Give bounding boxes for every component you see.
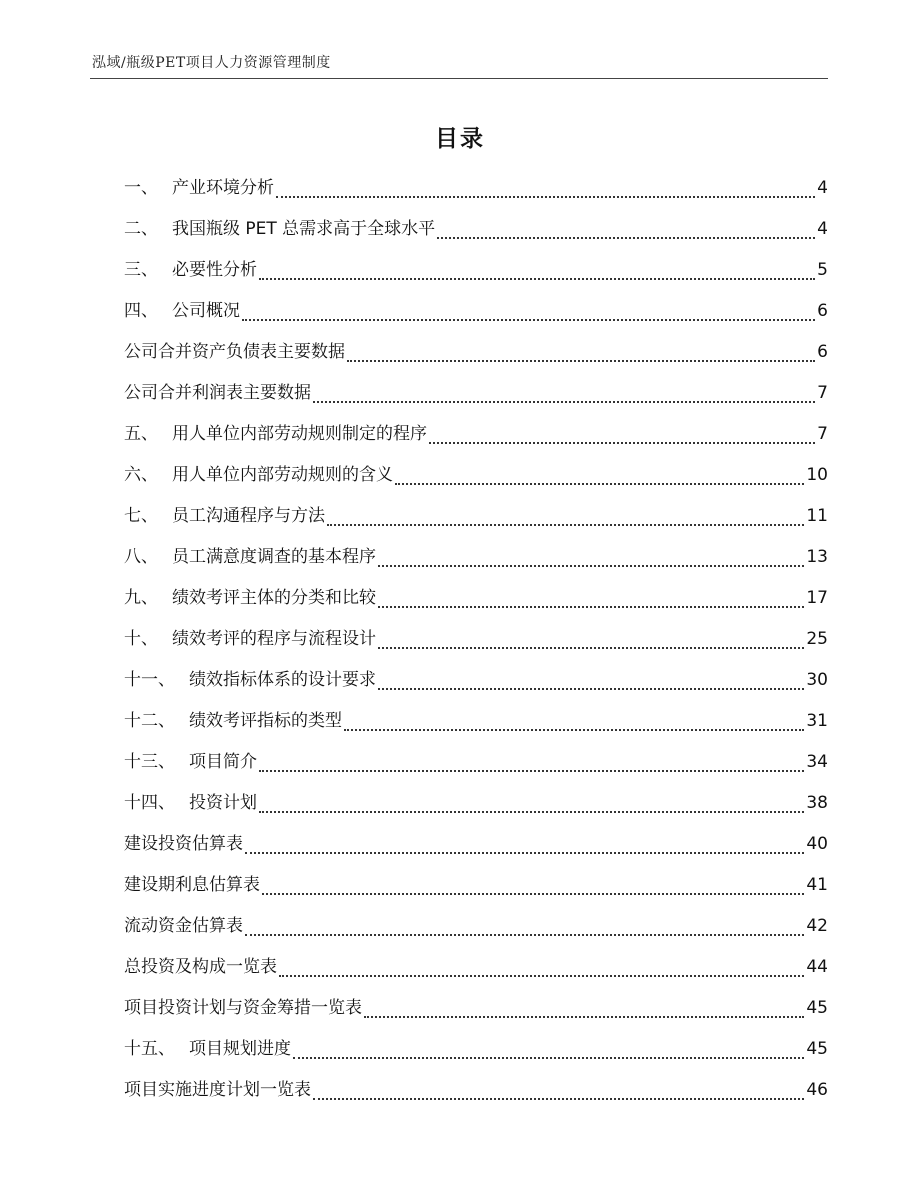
toc-entry-text: 公司合并利润表主要数据	[124, 383, 311, 403]
toc-page-number: 45	[806, 1039, 828, 1059]
toc-entry-text: 绩效考评指标的类型	[189, 711, 342, 731]
toc-entry-label	[124, 701, 342, 742]
toc-page-number: 10	[806, 465, 828, 485]
toc-entry-text: 员工满意度调查的基本程序	[172, 547, 376, 567]
toc-page-number: 38	[806, 793, 828, 813]
header-divider	[90, 78, 828, 79]
toc-entry[interactable]	[124, 660, 828, 701]
toc-entry-text: 用人单位内部劳动规则的含义	[172, 465, 393, 485]
toc-entry-label	[124, 168, 274, 209]
toc-entry[interactable]	[124, 291, 828, 332]
toc-entry[interactable]	[124, 742, 828, 783]
toc-entry[interactable]	[124, 414, 828, 455]
toc-entry[interactable]	[124, 988, 828, 1029]
toc-page-number: 31	[806, 711, 828, 731]
toc-entry-label	[124, 414, 427, 455]
toc-page-number: 5	[817, 260, 828, 280]
page-header: 泓域/瓶级PET项目人力资源管理制度	[92, 55, 331, 71]
toc-entry[interactable]	[124, 250, 828, 291]
toc-entry-text: 流动资金估算表	[124, 916, 243, 936]
toc-dot-leader	[259, 811, 804, 813]
toc-entry-number: 三、	[124, 260, 158, 280]
toc-entry[interactable]	[124, 1029, 828, 1070]
toc-entry-text: 用人单位内部劳动规则制定的程序	[172, 424, 427, 444]
toc-entry[interactable]	[124, 783, 828, 824]
toc-entry-label	[124, 578, 376, 619]
toc-entry-number: 十二、	[124, 711, 175, 731]
toc-dot-leader	[242, 319, 815, 321]
toc-dot-leader	[364, 1016, 804, 1018]
toc-entry-text: 投资计划	[189, 793, 257, 813]
toc-entry-label	[124, 906, 243, 947]
toc-entry-label	[124, 865, 260, 906]
toc-entry[interactable]	[124, 947, 828, 988]
toc-entry-label	[124, 660, 376, 701]
toc-dot-leader	[429, 442, 815, 444]
toc-entry-number: 六、	[124, 465, 158, 485]
toc-entry-label	[124, 1070, 311, 1111]
toc-entry-number: 五、	[124, 424, 158, 444]
toc-dot-leader	[245, 934, 804, 936]
toc-entry-label	[124, 947, 277, 988]
toc-entry-label	[124, 332, 345, 373]
toc-entry-text: 产业环境分析	[172, 178, 274, 198]
toc-entry-number: 一、	[124, 178, 158, 198]
toc-entry[interactable]	[124, 496, 828, 537]
toc-dot-leader	[279, 975, 804, 977]
toc-page-number: 45	[806, 998, 828, 1018]
toc-entry[interactable]	[124, 332, 828, 373]
toc-entry-text: 项目简介	[189, 752, 257, 772]
toc-entry-number: 八、	[124, 547, 158, 567]
toc-dot-leader	[378, 606, 804, 608]
toc-entry-number: 十四、	[124, 793, 175, 813]
toc-entry[interactable]	[124, 537, 828, 578]
toc-dot-leader	[344, 729, 804, 731]
toc-entry-text: 公司概况	[172, 301, 240, 321]
toc-dot-leader	[276, 196, 815, 198]
toc-entry-number: 二、	[124, 219, 158, 239]
toc-page-number: 6	[817, 342, 828, 362]
toc-dot-leader	[293, 1057, 804, 1059]
toc-page-number: 4	[817, 178, 828, 198]
toc-page-number: 42	[806, 916, 828, 936]
toc-entry-label	[124, 619, 376, 660]
toc-entry[interactable]	[124, 373, 828, 414]
toc-dot-leader	[262, 893, 804, 895]
toc-dot-leader	[378, 688, 804, 690]
toc-entry-number: 十一、	[124, 670, 175, 690]
toc-entry-text: 总投资及构成一览表	[124, 957, 277, 977]
toc-page-number: 34	[806, 752, 828, 772]
toc-page-number: 13	[806, 547, 828, 567]
toc-entry-number: 十三、	[124, 752, 175, 772]
toc-entry-number: 四、	[124, 301, 158, 321]
toc-entry[interactable]	[124, 701, 828, 742]
toc-entry[interactable]	[124, 578, 828, 619]
toc-entry-label	[124, 537, 376, 578]
toc-entry-text: 项目投资计划与资金筹措一览表	[124, 998, 362, 1018]
toc-entry-text: 建设期利息估算表	[124, 875, 260, 895]
toc-entry-number: 七、	[124, 506, 158, 526]
toc-dot-leader	[378, 647, 804, 649]
toc-page-number: 30	[806, 670, 828, 690]
toc-entry-number: 十五、	[124, 1039, 175, 1059]
toc-dot-leader	[259, 278, 815, 280]
toc-entry-text: 必要性分析	[172, 260, 257, 280]
toc-title: 目录	[435, 126, 485, 152]
toc-dot-leader	[437, 237, 815, 239]
toc-entry-text: 项目实施进度计划一览表	[124, 1080, 311, 1100]
toc-entry-label	[124, 373, 311, 414]
toc-entry-text: 我国瓶级 PET 总需求高于全球水平	[172, 219, 436, 239]
toc-entry[interactable]	[124, 209, 828, 250]
toc-entry-label	[124, 291, 240, 332]
toc-dot-leader	[245, 852, 804, 854]
toc-entry[interactable]	[124, 1070, 828, 1111]
toc-dot-leader	[347, 360, 815, 362]
toc-page-number: 25	[806, 629, 828, 649]
toc-page-number: 44	[806, 957, 828, 977]
toc-dot-leader	[259, 770, 804, 772]
toc-page-number: 7	[817, 424, 828, 444]
toc-dot-leader	[378, 565, 804, 567]
table-of-contents	[124, 168, 828, 1111]
toc-entry[interactable]	[124, 906, 828, 947]
toc-dot-leader	[327, 524, 804, 526]
toc-dot-leader	[313, 1098, 804, 1100]
toc-entry-label	[124, 250, 257, 291]
toc-entry-text: 项目规划进度	[189, 1039, 291, 1059]
toc-entry[interactable]	[124, 824, 828, 865]
toc-entry-label	[124, 1029, 291, 1070]
toc-page-number: 17	[806, 588, 828, 608]
toc-entry-text: 建设投资估算表	[124, 834, 243, 854]
toc-entry-label	[124, 742, 257, 783]
toc-entry-label	[124, 988, 362, 1029]
toc-page-number: 11	[806, 506, 828, 526]
toc-entry-text: 绩效考评的程序与流程设计	[172, 629, 376, 649]
toc-entry-text: 绩效指标体系的设计要求	[189, 670, 376, 690]
toc-page-number: 46	[806, 1080, 828, 1100]
toc-entry[interactable]	[124, 865, 828, 906]
toc-entry-label	[124, 783, 257, 824]
toc-page-number: 7	[817, 383, 828, 403]
toc-entry-label	[124, 209, 435, 250]
toc-page-number: 4	[817, 219, 828, 239]
toc-page-number: 6	[817, 301, 828, 321]
toc-entry-text: 公司合并资产负债表主要数据	[124, 342, 345, 362]
toc-entry-number: 九、	[124, 588, 158, 608]
toc-entry[interactable]	[124, 168, 828, 209]
toc-entry-label	[124, 824, 243, 865]
toc-entry[interactable]	[124, 455, 828, 496]
toc-entry[interactable]	[124, 619, 828, 660]
toc-entry-label	[124, 455, 393, 496]
toc-entry-number: 十、	[124, 629, 158, 649]
toc-dot-leader	[313, 401, 815, 403]
toc-page-number: 41	[806, 875, 828, 895]
toc-entry-label	[124, 496, 325, 537]
toc-page-number: 40	[806, 834, 828, 854]
toc-entry-text: 绩效考评主体的分类和比较	[172, 588, 376, 608]
toc-dot-leader	[395, 483, 804, 485]
toc-entry-text: 员工沟通程序与方法	[172, 506, 325, 526]
